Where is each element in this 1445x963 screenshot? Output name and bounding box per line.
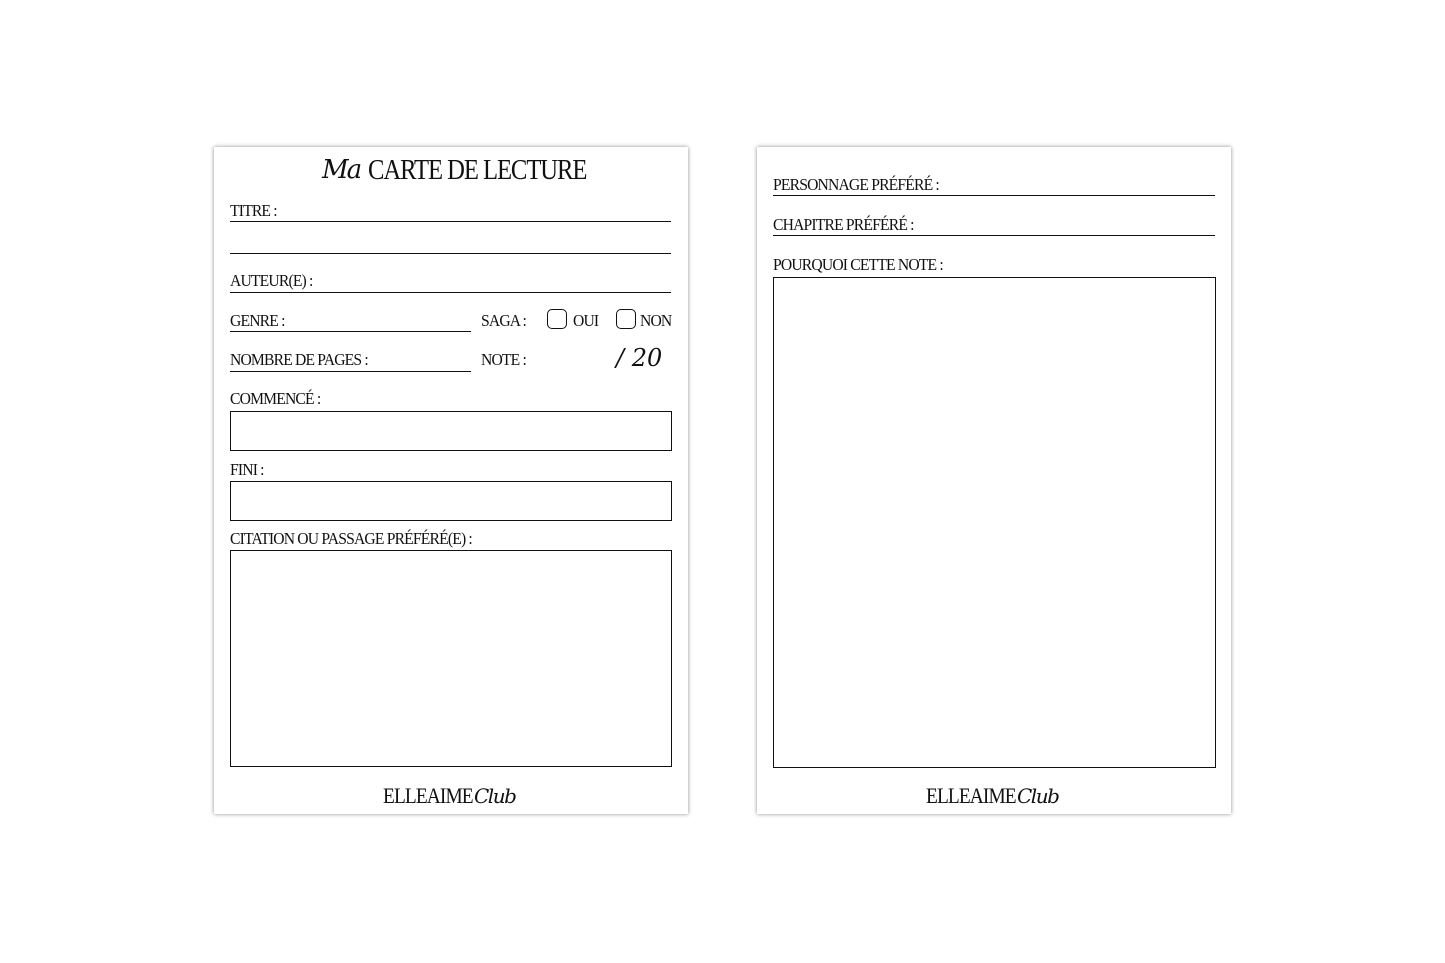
brand-logo-script: Club [474,784,516,808]
fini-label: FINI : [230,460,264,479]
pourquoi-box[interactable] [773,277,1216,768]
chapitre-label: CHAPITRE PRÉFÉRÉ : [773,215,914,234]
commence-box[interactable] [230,411,672,451]
titre-line-1[interactable] [230,221,671,222]
brand-logo-main: ELLEAIME [383,783,473,808]
saga-oui-label: OUI [573,311,599,330]
card-title-script: Ma [322,155,361,185]
brand-logo-script: Club [1017,784,1059,808]
fini-box[interactable] [230,481,672,521]
reading-card-back [757,147,1231,814]
reading-card-front [214,147,688,814]
saga-non-label: NON [640,311,672,330]
genre-label: GENRE : [230,311,285,330]
auteur-line[interactable] [230,292,671,293]
pourquoi-label: POURQUOI CETTE NOTE : [773,255,943,274]
saga-non-checkbox[interactable] [616,309,636,329]
citation-box[interactable] [230,550,672,767]
personnage-label: PERSONNAGE PRÉFÉRÉ : [773,175,939,194]
saga-label: SAGA : [481,311,527,330]
titre-line-2[interactable] [230,253,671,254]
brand-logo-main: ELLEAIME [926,783,1016,808]
genre-line[interactable] [230,331,471,332]
pages-label: NOMBRE DE PAGES : [230,350,368,369]
auteur-label: AUTEUR(E) : [230,271,313,290]
pages-line[interactable] [230,371,471,372]
note-scale: / 20 [616,344,663,372]
chapitre-line[interactable] [773,235,1215,236]
note-label: NOTE : [481,350,526,369]
titre-label: TITRE : [230,201,277,220]
card-title: CARTE DE LECTURE [368,155,587,186]
saga-oui-checkbox[interactable] [547,309,567,329]
personnage-line[interactable] [773,195,1215,196]
citation-label: CITATION OU PASSAGE PRÉFÉRÉ(E) : [230,529,472,548]
commence-label: COMMENCÉ : [230,389,321,408]
